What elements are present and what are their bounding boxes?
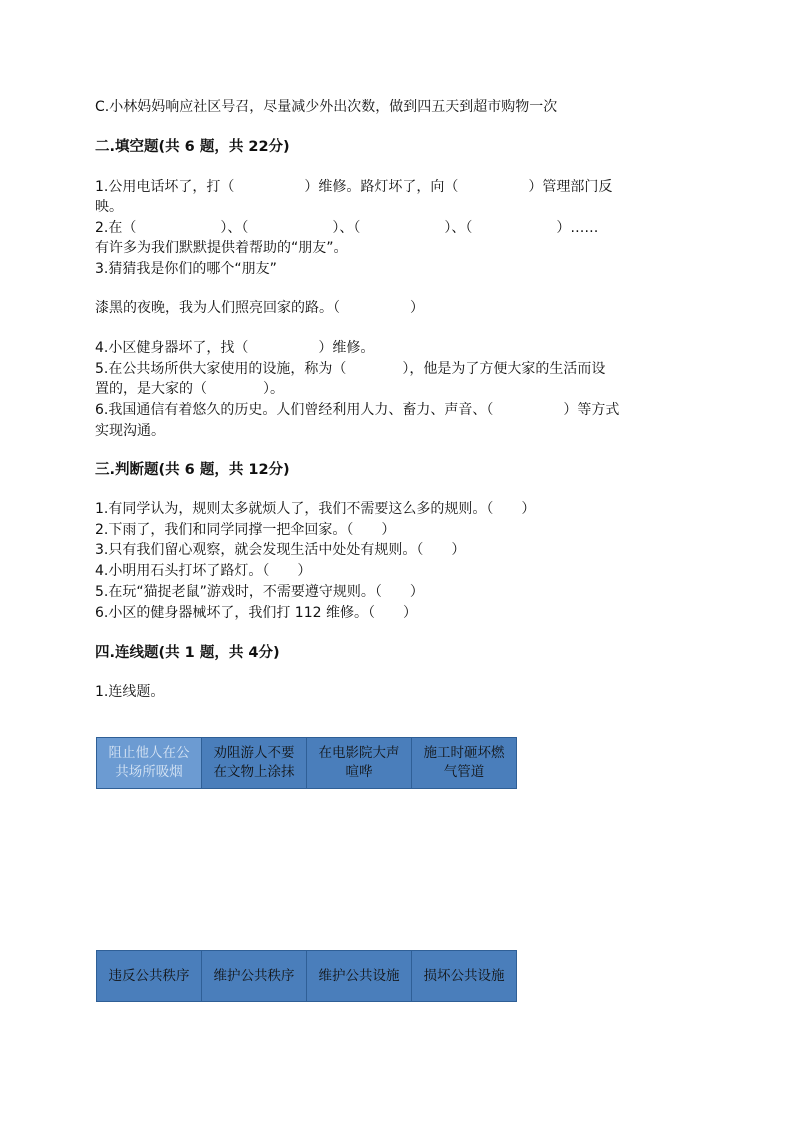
section-4-heading: 四.连线题(共 1 题，共 4分) — [95, 645, 280, 661]
judgement-6: 6.小区的健身器械坏了，我们打 112 维修。（ ） — [95, 605, 417, 621]
match-bottom-box-4[interactable]: 损坏公共设施 — [411, 950, 517, 1002]
question-4: 4.小区健身器坏了，找（ ）维修。 — [95, 340, 375, 356]
judgement-2: 2.下雨了，我们和同学同撑一把伞回家。（ ） — [95, 522, 396, 538]
matching-top-row — [96, 737, 517, 789]
question-5-line-1: 5.在公共场所供大家使用的设施，称为（ ），他是为了方便大家的生活而设 — [95, 361, 606, 377]
section-3-heading: 三.判断题(共 6 题，共 12分) — [95, 462, 290, 478]
judgement-3: 3.只有我们留心观察，就会发现生活中处处有规则。（ ） — [95, 542, 466, 558]
match-top-box-2[interactable]: 劝阻游人不要在文物上涂抹 — [201, 737, 307, 789]
matching-bottom-row — [96, 950, 517, 1002]
matching-question-1: 1.连线题。 — [95, 684, 165, 700]
question-6-line-2: 实现沟通。 — [95, 423, 165, 439]
question-5-line-2: 置的，是大家的（ ）。 — [95, 381, 284, 397]
section-2-heading: 二.填空题(共 6 题，共 22分) — [95, 139, 290, 155]
question-6-line-1: 6.我国通信有着悠久的历史。人们曾经利用人力、畜力、声音、（ ）等方式 — [95, 402, 620, 418]
judgement-5: 5.在玩“猫捉老鼠”游戏时，不需要遵守规则。（ ） — [95, 584, 424, 600]
question-1-line-2: 映。 — [95, 199, 123, 215]
option-c: C.小林妈妈响应社区号召，尽量减少外出次数，做到四五天到超市购物一次 — [95, 99, 558, 115]
question-3-line-1: 3.猜猜我是你们的哪个“朋友” — [95, 261, 277, 277]
match-top-box-3[interactable]: 在电影院大声喧哗 — [306, 737, 412, 789]
judgement-1: 1.有同学认为，规则太多就烦人了，我们不需要这么多的规则。（ ） — [95, 501, 536, 517]
question-2-line-1: 2.在（ ）、（ ）、（ ）、（ ）…… — [95, 220, 599, 236]
match-bottom-box-1[interactable]: 违反公共秩序 — [96, 950, 202, 1002]
match-bottom-box-3[interactable]: 维护公共设施 — [306, 950, 412, 1002]
question-2-line-2: 有许多为我们默默提供着帮助的“朋友”。 — [95, 240, 348, 256]
question-1-line-1: 1.公用电话坏了，打（ ）维修。路灯坏了，向（ ）管理部门反 — [95, 179, 613, 195]
match-bottom-box-2[interactable]: 维护公共秩序 — [201, 950, 307, 1002]
judgement-4: 4.小明用石头打坏了路灯。（ ） — [95, 563, 312, 579]
question-3-line-2: 漆黑的夜晚，我为人们照亮回家的路。（ ） — [95, 300, 424, 316]
match-top-box-4[interactable]: 施工时砸坏燃气管道 — [411, 737, 517, 789]
match-top-box-1[interactable]: 阻止他人在公共场所吸烟 — [96, 737, 202, 789]
